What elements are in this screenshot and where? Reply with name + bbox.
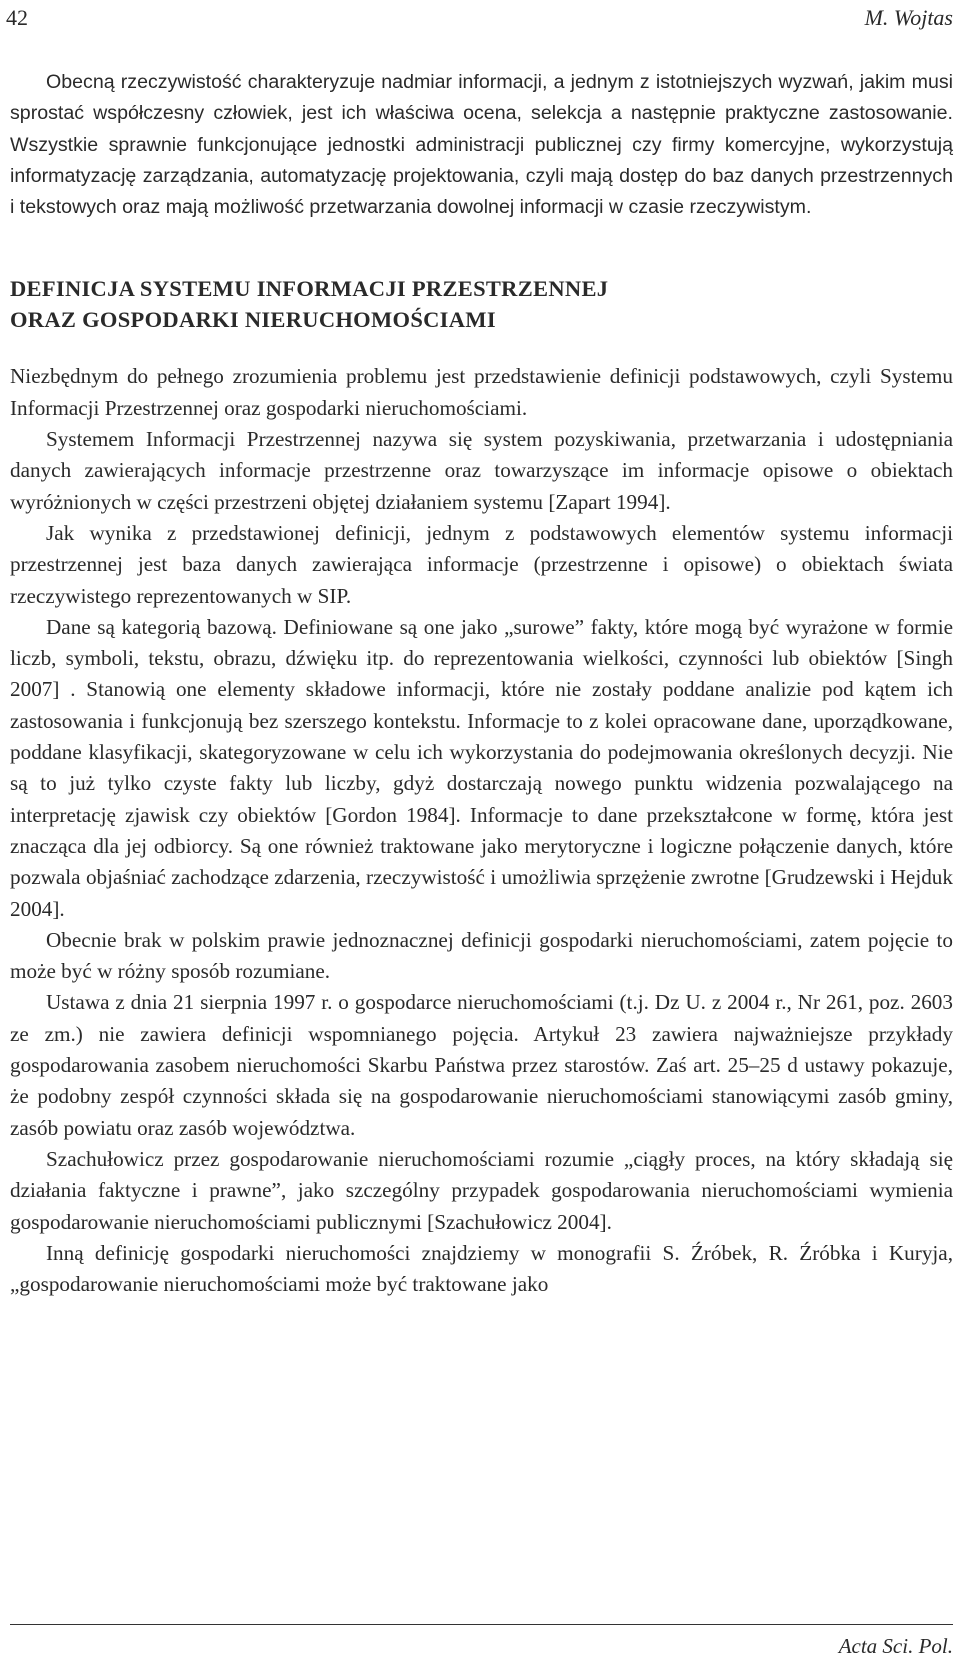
paragraph: Inną definicję gospodarki nieruchomości znajdziemy w monografii S. Źróbek, R. Źróbka i Kuryja, „gospodarowanie nieruchomościami może być traktowane jako [10, 1240, 953, 1297]
paragraph: Ustawa z dnia 21 sierpnia 1997 r. o gospodarce nieruchomościami (t.j. Dz U. z 2004 r., Nr 261, poz. 2603 ze zm.) nie zawiera definicji wspomnianego pojęcia. Artykuł 23 zawiera najważniejsze przykłady gospodarowania zasobem nieruchomości Skarbu Państwa przez starostów. Zaś art. 25–25 d ustawy pokazuje, że podobny zespół czynności składa się na gospodarowanie nieruchomościami stanowiącymi zasób gminy, zasób powiatu oraz zasób województwa. [10, 990, 953, 1140]
journal-name: Acta Sci. Pol. [838, 1634, 953, 1658]
intro-paragraph: Obecną rzeczywistość charakteryzuje nadmiar informacji, a jednym z istotniejszych wyzwań, jakim musi sprostać współczesny człowiek, jest ich właściwa ocena, selekcja a następnie praktyczne zastosowanie. Wszystkie sprawnie funkcjonujące jednostki administracji publicznej czy firmy komercyjne, wykorzystują informatyzację zarządzania, automatyzację projektowania, czyli mają dostęp do baz danych przestrzennych i tekstowych oraz mają możliwość przetwarzania dowolnej informacji w czasie rzeczywistym. [10, 71, 953, 219]
paragraph: Niezbędnym do pełnego zrozumienia problemu jest przedstawienie definicji podstawowych, czyli Systemu Informacji Przestrzennej oraz gospodarki nieruchomościami. [10, 364, 953, 420]
paragraph: Szachułowicz przez gospodarowanie nieruchomościami rozumie „ciągły proces, na który składają się działania faktyczne i prawne”, jako szczególny przypadek gospodarowania nieruchomościami wymienia gospodarowanie nieruchomościami publicznymi [Szachułowicz 2004]. [10, 1146, 953, 1234]
document-page [6, 0, 953, 1666]
section-heading [10, 273, 953, 335]
running-header [6, 4, 953, 32]
paragraph: Systemem Informacji Przestrzennej nazywa się system pozyskiwania, przetwarzania i udostępniania danych zawierających informacje przestrzenne oraz towarzyszące im informacje opisowe o obiektach wyróżnionych w części przestrzeni objętej działaniem systemu [Zapart 1994]. [10, 427, 953, 514]
running-author: M. Wojtas [864, 5, 953, 30]
section-heading-line-1: DEFINICJA SYSTEMU INFORMACJI PRZESTRZENNEJ [10, 276, 609, 302]
footer-divider [10, 1624, 953, 1625]
section-heading-line-2: ORAZ GOSPODARKI NIERUCHOMOŚCIAMI [10, 307, 496, 333]
body-text [10, 67, 953, 1300]
paragraph: Obecnie brak w polskim prawie jednoznacznej definicji gospodarki nieruchomościami, zatem pojęcie to może być w różny sposób rozumiane. [10, 927, 953, 984]
page-number: 42 [6, 5, 28, 30]
paragraph: Dane są kategorią bazową. Definiowane są one jako „surowe” fakty, które mogą być wyrażone w formie liczb, symboli, tekstu, obrazu, dźwięku itp. do reprezentowania wielkości, czynności lub obiektów [Singh 2007] . Stanowią one elementy składowe informacji, które nie zostały poddane analizie pod kątem ich zastosowania i funkcjonują bez szerszego kontekstu. Informacje to z kolei opracowane dane, uporządkowane, poddane klasyfikacji, skategoryzowane w celu ich wykorzystania do podejmowania określonych decyzji. Nie są to już tylko czyste fakty lub liczby, gdyż dostarczają nowego punktu widzenia pozwalającego na interpretację zjawisk czy obiektów [Gordon 1984]. Informacje to dane przekształcone w formę, która jest znacząca dla jej odbiorcy. Są one również traktowane jako merytoryczne i logiczne połączenie danych, które pozwala objaśniać zachodzące zdarzenia, rzeczywistość i umożliwia sprzężenie zwrotne [Grudzewski i Hejduk 2004]. [10, 614, 953, 921]
paragraph: Jak wynika z przedstawionej definicji, jednym z podstawowych elementów systemu informacji przestrzennej jest baza danych zawierająca informacje (przestrzenne i opisowe) o obiektach świata rzeczywistego reprezentowanych w SIP. [10, 520, 953, 608]
